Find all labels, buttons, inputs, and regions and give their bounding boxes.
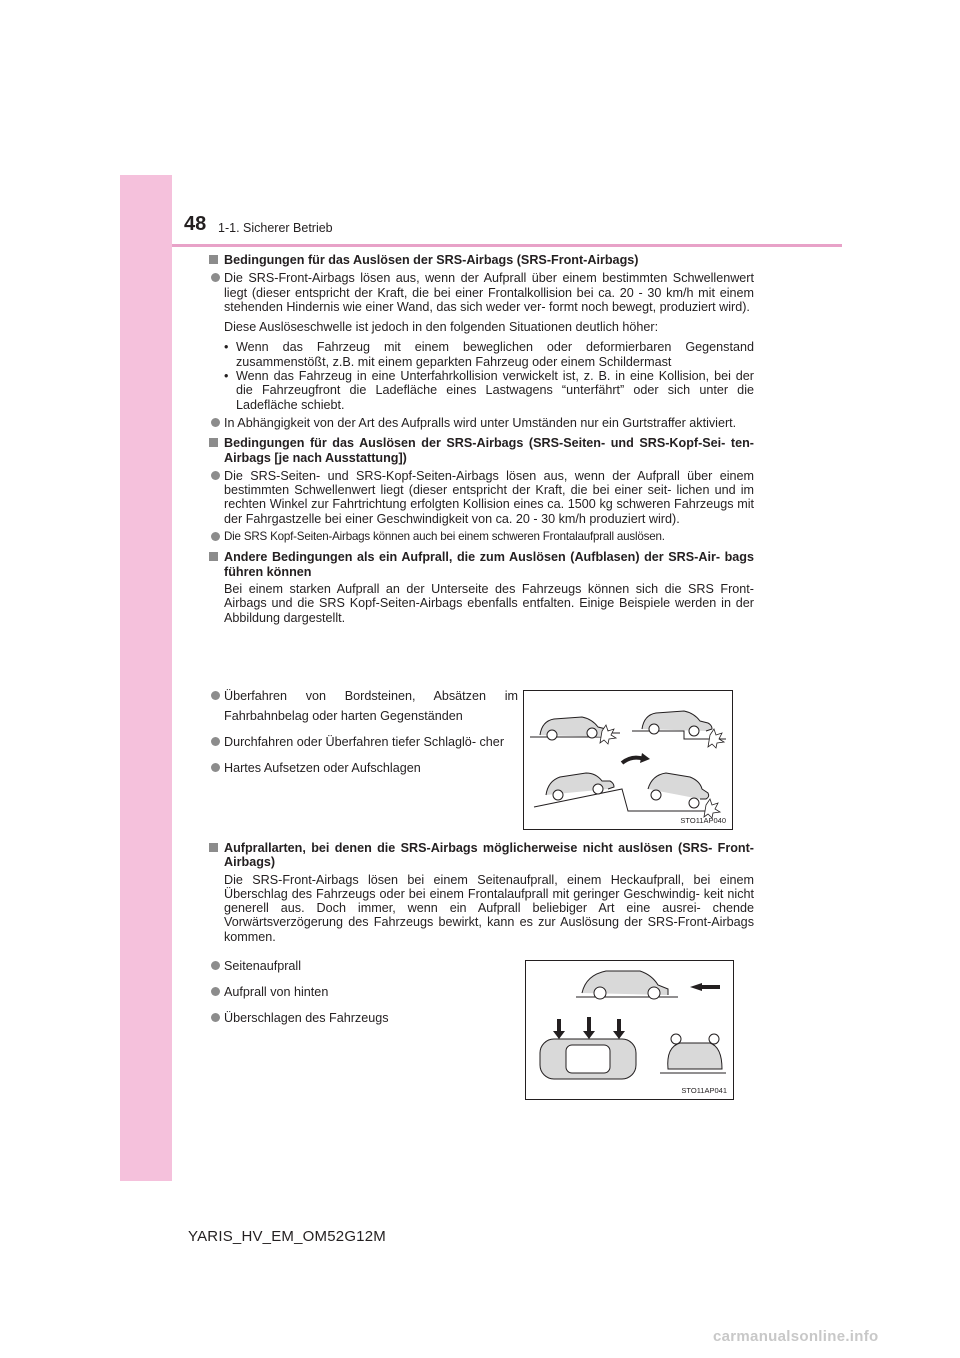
- section-side-airbags: [208, 436, 754, 544]
- section-title: 1-1. Sicherer Betrieb: [218, 221, 333, 235]
- list-item: Überfahren von Bordsteinen, Absätzen im Fahrbahnbelag oder harten Gegenständen: [208, 686, 518, 726]
- square-bullet-icon: [209, 438, 218, 447]
- section-heading: Bedingungen für das Auslösen der SRS-Airbags (SRS-Front-Airbags): [208, 253, 754, 267]
- square-bullet-icon: [209, 255, 218, 264]
- chapter-tab-sidebar: [120, 175, 172, 1181]
- illustration-cars-hitting-obstacles: [524, 691, 732, 829]
- section-no-deploy: [208, 841, 754, 944]
- paragraph: Diese Auslöseschwelle ist jedoch in den folgenden Situationen deutlich höher:: [224, 320, 659, 335]
- bullet-item: Die SRS-Front-Airbags lösen aus, wenn der Aufprall über einem bestimmten Schwellenwert liegt (dieser entspricht der Kraft, die bei einer Frontalkollision bei ca. 20 - 30 km/h mit einem stehenden Hindernis wie einer Wand, das sich weder ver- formt noch bewegt, produziert wird).: [208, 271, 754, 314]
- paragraph: Bei einem starken Aufprall an der Unterseite des Fahrzeugs können sich die SRS Front-Airbags und die SRS Kopf-Seiten-Airbags ebenfalls entfalten. Einige Beispiele werden in der Abbildung dargestellt.: [224, 581, 754, 625]
- main-content: [208, 253, 754, 625]
- list-item: Aufprall von hinten: [208, 982, 518, 1002]
- paragraph: Die SRS-Front-Airbags lösen bei einem Seitenaufprall, einem Heckaufprall, bei einem Überschlag des Fahrzeugs oder bei einem Frontalaufprall mit geringer Geschwindig- keit nicht generell aus. Doch immer, wenn ein Aufprall beliebiger Art eine ausrei- chende Vorwärtsverzögerung des Fahrzeugs bewirkt, kann es zur Auslösung der SRS-Front-Airbags kommen.: [224, 872, 754, 944]
- list-item: Hartes Aufsetzen oder Aufschlagen: [208, 758, 518, 778]
- illustration-side-rear-rollover: [526, 961, 733, 1099]
- collision-types-list: [208, 956, 518, 1034]
- circle-bullet-icon: [211, 961, 220, 970]
- page-number: 48: [184, 213, 207, 235]
- circle-bullet-icon: [211, 418, 220, 427]
- circle-bullet-icon: [211, 737, 220, 746]
- list-item: Durchfahren oder Überfahren tiefer Schlaglö- cher: [208, 732, 518, 752]
- underbody-impact-list: [208, 686, 518, 784]
- header-divider: [172, 244, 842, 247]
- bullet-item: Die SRS-Seiten- und SRS-Kopf-Seiten-Airbags lösen aus, wenn der Aufprall über einem bestimmten Schwellenwert liegt (dieser entspricht der Kraft, die bei einer seit- lichen und im rechten Winkel zur Fahrtrichtung erfolgten Kollision eines ca. 1500 kg schweren Fahrzeugs mit der Fahrgastzelle bei einer Geschwindigkeit von ca. 20 - 30 km/h produziert wird).: [208, 469, 754, 526]
- figure-label: STO11AP040: [680, 816, 726, 825]
- section-heading: Aufprallarten, bei denen die SRS-Airbags möglicherweise nicht auslösen (SRS- Front-Airbags): [208, 841, 754, 870]
- circle-bullet-icon: [211, 763, 220, 772]
- circle-bullet-icon: [211, 1013, 220, 1022]
- circle-bullet-icon: [211, 987, 220, 996]
- circle-bullet-icon: [211, 273, 220, 282]
- square-bullet-icon: [209, 843, 218, 852]
- section-other-conditions: [208, 550, 754, 624]
- bullet-item: Die SRS Kopf-Seiten-Airbags können auch bei einem schweren Frontalaufprall auslösen.: [208, 530, 754, 544]
- circle-bullet-icon: [211, 471, 220, 480]
- document-code: YARIS_HV_EM_OM52G12M: [188, 1228, 386, 1245]
- circle-bullet-icon: [211, 691, 220, 700]
- circle-bullet-icon: [211, 532, 220, 541]
- section-front-airbags: [208, 253, 754, 430]
- sub-list-item: • Wenn das Fahrzeug mit einem beweglichen oder deformierbaren Gegenstand zusammenstößt, z.B. mit einem geparkten Fahrzeug oder einem Schildermast: [224, 340, 754, 369]
- section-heading: Bedingungen für das Auslösen der SRS-Airbags (SRS-Seiten- und SRS-Kopf-Sei- ten-Airbags [je nach Ausstattung]): [208, 436, 754, 465]
- bullet-item: In Abhängigkeit von der Art des Aufpralls wird unter Umständen nur ein Gurtstraffer aktiviert.: [208, 416, 754, 430]
- figure-collision-types: [525, 960, 734, 1100]
- list-item: Überschlagen des Fahrzeugs: [208, 1008, 518, 1028]
- list-item: Seitenaufprall: [208, 956, 518, 976]
- section-no-deploy-block: [208, 841, 754, 944]
- section-heading: Andere Bedingungen als ein Aufprall, die zum Auslösen (Aufblasen) der SRS-Air- bags führen können: [208, 550, 754, 579]
- square-bullet-icon: [209, 552, 218, 561]
- sub-list-item: • Wenn das Fahrzeug in eine Unterfahrkollision verwickelt ist, z. B. in eine Kollision, bei der die Fahrzeugfront die Ladefläche eines Lastwagens “unterfährt” oder sich unter die Ladefläche schiebt.: [224, 369, 754, 412]
- figure-label: STO11AP041: [681, 1086, 727, 1095]
- watermark: carmanualsonline.info: [713, 1328, 879, 1345]
- figure-underbody-impacts: [523, 690, 733, 830]
- sub-list: [208, 340, 754, 411]
